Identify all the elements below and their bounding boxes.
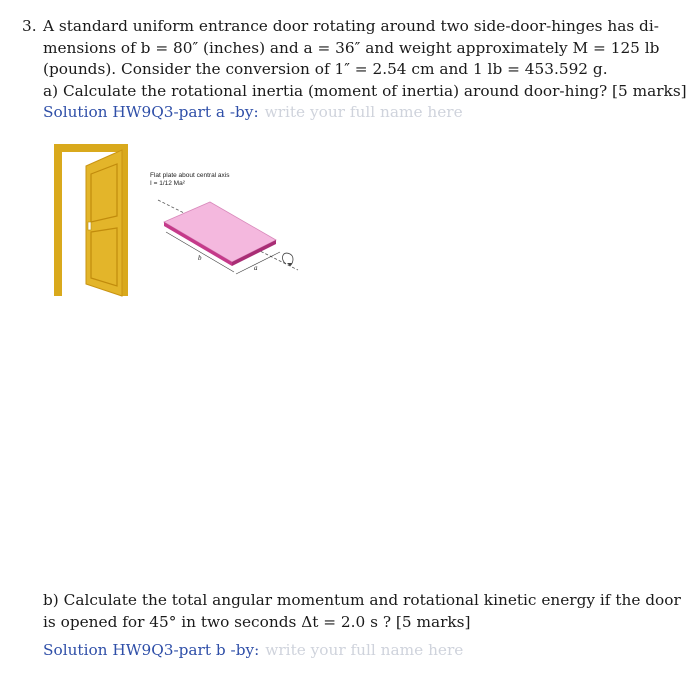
question-number: 3. <box>22 17 37 35</box>
question-line-1 <box>22 16 668 38</box>
solution-b <box>43 640 673 662</box>
door-handle <box>88 222 91 230</box>
question-line-2: mensions of b = 80″ (inches) and a = 36″ and weight approximately M = 125 lb <box>43 38 660 57</box>
part-b-block <box>43 590 681 662</box>
solution-a-name-field[interactable]: write your full name here <box>264 103 463 121</box>
dimension-b-label: b <box>198 254 202 262</box>
solution-b-label: Solution HW9Q3-part b -by: <box>43 641 260 659</box>
door-illustration <box>52 142 136 300</box>
rotation-arrow-icon <box>283 253 293 266</box>
dimension-a-label: a <box>254 264 258 272</box>
question-text-1: A standard uniform entrance door rotating around two side-door-hinges has di- <box>43 17 659 35</box>
question-block <box>22 16 687 124</box>
plate-caption-title: Flat plate about central axis <box>150 172 230 179</box>
question-line-3: (pounds). Consider the conversion of 1″ = 2.54 cm and 1 lb = 453.592 g. <box>43 60 608 78</box>
part-b-text-2: is opened for 45° in two seconds Δt = 2.0 s ? [5 marks] <box>43 612 471 631</box>
part-b-text-1: b) Calculate the total angular momentum and rotational kinetic energy if the door <box>43 591 681 609</box>
plate-caption <box>150 172 230 188</box>
plate-caption-formula: I = 1/12 Ma² <box>150 180 185 187</box>
solution-b-name-field[interactable]: write your full name here <box>265 641 464 659</box>
solution-a <box>22 102 668 124</box>
part-a-text: a) Calculate the rotational inertia (moment of inertia) around door-hing? [5 marks] <box>43 81 687 100</box>
solution-a-label: Solution HW9Q3-part a -by: <box>43 103 259 121</box>
figure <box>52 142 312 302</box>
